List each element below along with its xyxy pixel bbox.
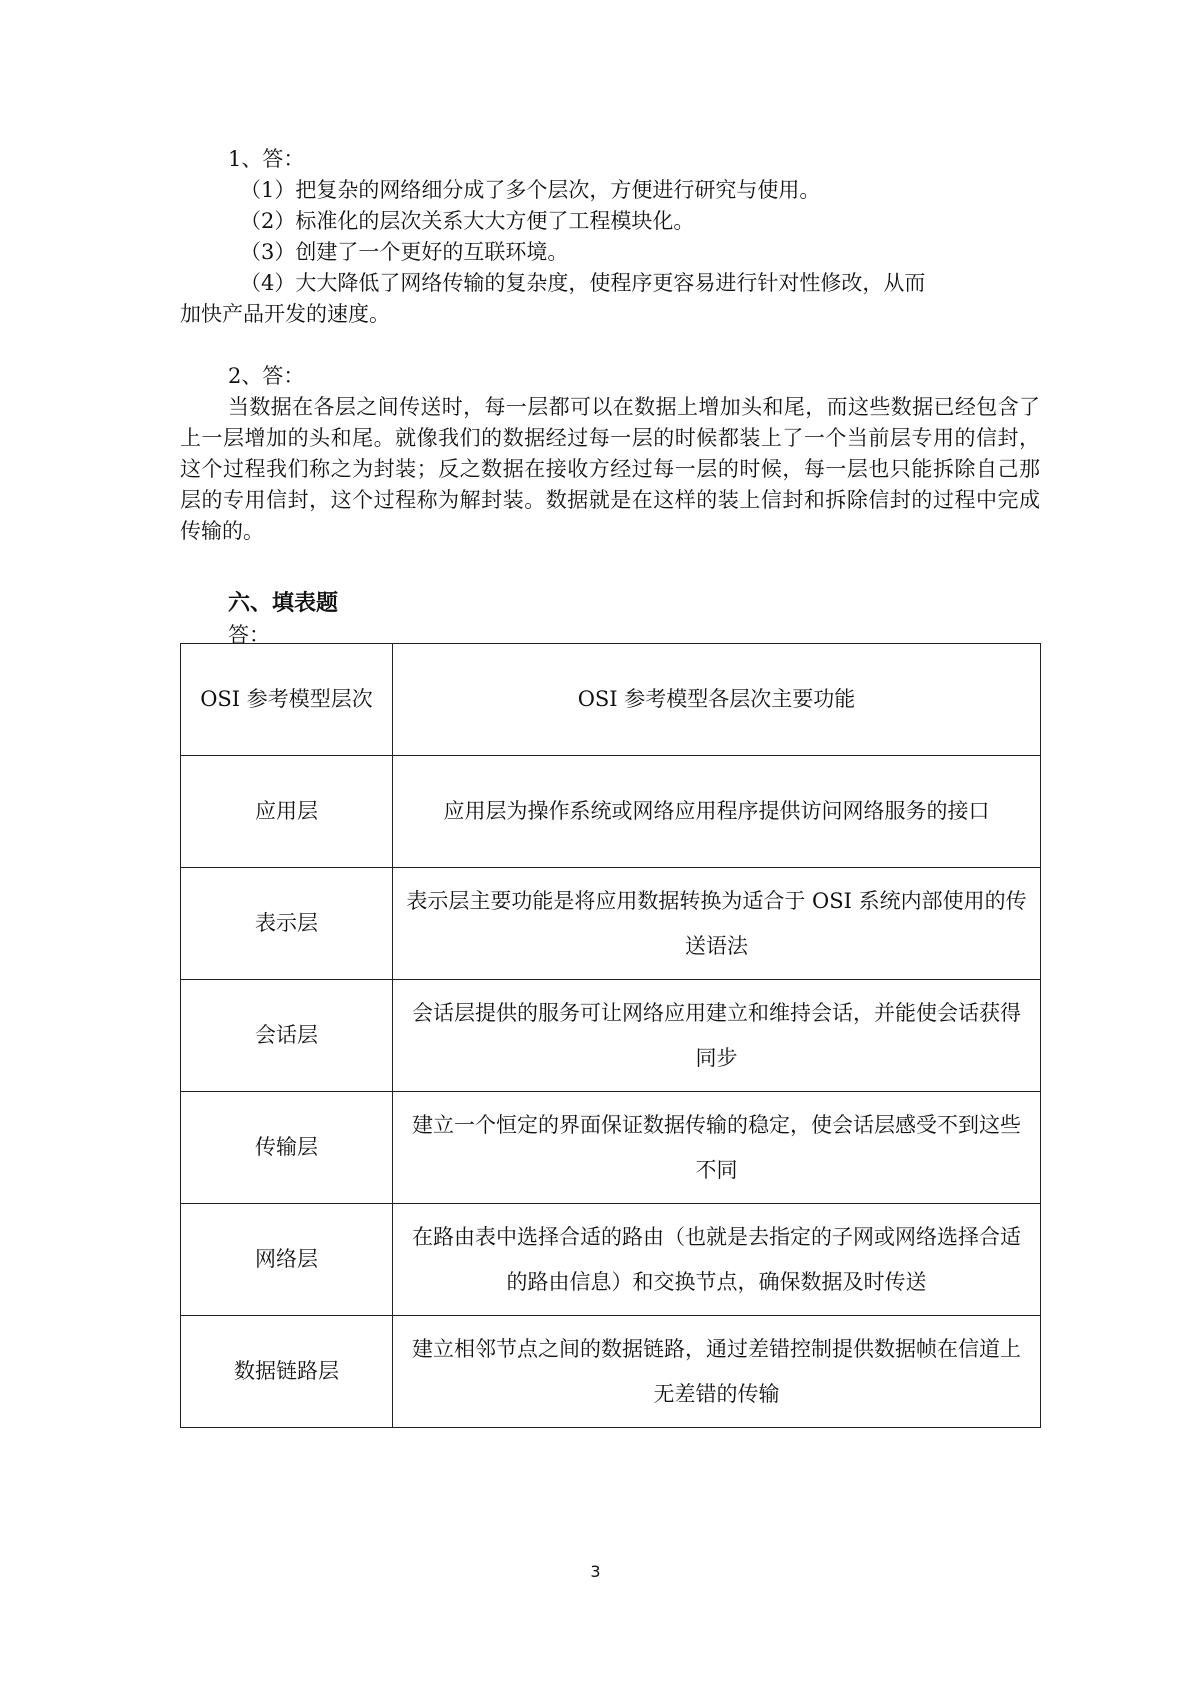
- osi-table: [180, 643, 1041, 1428]
- table-row: [181, 1204, 1041, 1316]
- section-heading: 六、填表题: [228, 590, 339, 616]
- table-row: [181, 868, 1041, 980]
- function-cell: 建立一个恒定的界面保证数据传输的稳定，使会话层感受不到这些不同: [393, 1092, 1041, 1204]
- layer-cell: 会话层: [181, 980, 393, 1092]
- table-row: [181, 1092, 1041, 1204]
- document-body: [180, 144, 1040, 651]
- answer-label: 答：: [228, 623, 270, 647]
- layer-cell: 传输层: [181, 1092, 393, 1204]
- function-cell: 在路由表中选择合适的路由（也就是去指定的子网或网络选择合适的路由信息）和交换节点，确保数据及时传送: [393, 1204, 1041, 1316]
- layer-cell: 应用层: [181, 756, 393, 868]
- page-number: 3: [590, 1562, 601, 1581]
- layer-cell: 数据链路层: [181, 1316, 393, 1428]
- function-cell: 表示层主要功能是将应用数据转换为适合于 OSI 系统内部使用的传送语法: [393, 868, 1041, 980]
- table-row: [181, 756, 1041, 868]
- table-row: [181, 980, 1041, 1092]
- q1-item-4-line1: （4）大大降低了网络传输的复杂度，使程序更容易进行针对性修改，从而: [240, 271, 926, 295]
- q2-label: 2、答：: [228, 364, 305, 388]
- table-row: [181, 1316, 1041, 1428]
- q1-item-4-line2: 加快产品开发的速度。: [180, 302, 390, 326]
- q1-item-1: （1）把复杂的网络细分成了多个层次，方便进行研究与使用。: [240, 178, 821, 202]
- function-cell: 应用层为操作系统或网络应用程序提供访问网络服务的接口: [393, 756, 1041, 868]
- q1-item-2: （2）标准化的层次关系大大方便了工程模块化。: [240, 209, 695, 233]
- function-cell: 会话层提供的服务可让网络应用建立和维持会话，并能使会话获得同步: [393, 980, 1041, 1092]
- layer-cell: 网络层: [181, 1204, 393, 1316]
- header-function: OSI 参考模型各层次主要功能: [393, 644, 1041, 756]
- table-header-row: [181, 644, 1041, 756]
- q1-label: 1、答：: [228, 147, 305, 171]
- q2-body: 当数据在各层之间传送时，每一层都可以在数据上增加头和尾，而这些数据已经包含了上一层增加的头和尾。就像我们的数据经过每一层的时候都装上了一个当前层专用的信封，这个过程我们称之为封装；反之数据在接收方经过每一层的时候，每一层也只能拆除自己那层的专用信封，这个过程称为解封装。数据就是在这样的装上信封和拆除信封的过程中完成传输的。: [180, 395, 1040, 543]
- layer-cell: 表示层: [181, 868, 393, 980]
- q1-item-3: （3）创建了一个更好的互联环境。: [240, 240, 569, 264]
- header-layer: OSI 参考模型层次: [181, 644, 393, 756]
- function-cell: 建立相邻节点之间的数据链路，通过差错控制提供数据帧在信道上无差错的传输: [393, 1316, 1041, 1428]
